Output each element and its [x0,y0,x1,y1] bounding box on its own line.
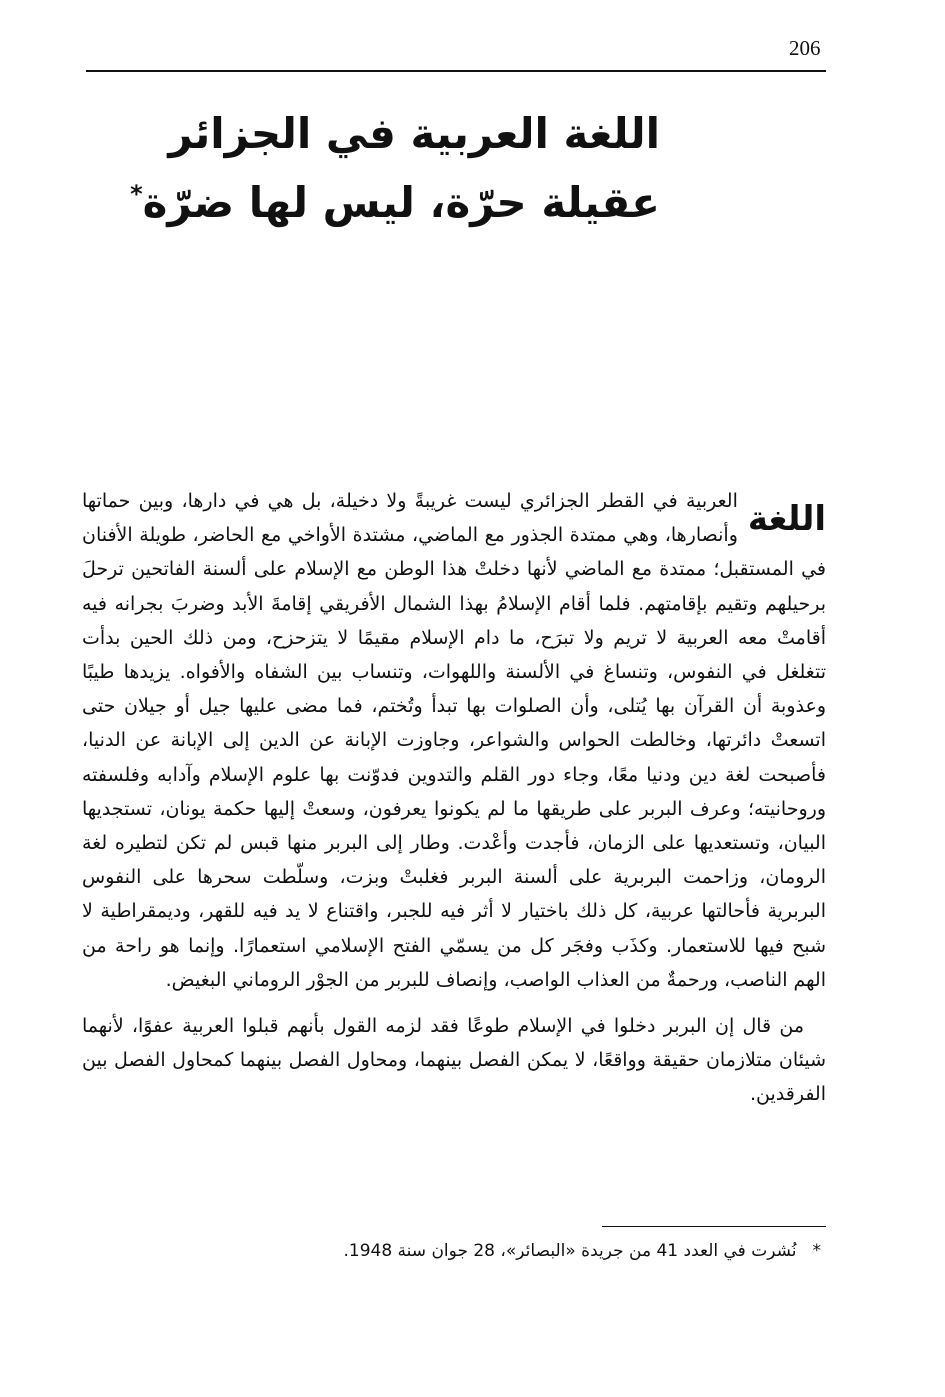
article-title [60,104,660,233]
article-body [82,484,826,1112]
footnote-mark: * [812,1241,821,1261]
title-line-1: اللغة العربية في الجزائر [168,109,660,158]
title-line-2-text: عقيلة حرّة، ليس لها ضرّة [142,178,660,227]
drop-word: اللغة [747,499,826,539]
title-footnote-mark: * [130,180,143,208]
footnote-text: نُشرت في العدد 41 من جريدة «البصائر»، 28 جوان سنة 1948. [343,1241,797,1261]
footnote-rule [602,1226,826,1227]
paragraph-2: من قال إن البربر دخلوا في الإسلام طوعًا فقد لزمه القول بأنهم قبلوا العربية عفوًا، لأنهما شيئان متلازمان حقيقة وواقعًا، لا يمكن الفصل بينهما، ومحاول الفصل بينهما كمحاول الفصل بين الفرقدين. [82,1015,826,1106]
title-line-2 [60,164,660,233]
header-rule [86,70,826,72]
footnote [261,1236,821,1266]
paragraph-1: العربية في القطر الجزائري ليست غريبةً ولا دخيلة، بل هي في دارها، وبين حماتها وأنصارها، وهي ممتدة الجذور مع الماضي، مشتدة الأواخي مع الحاضر، طويلة الأفنان في المستقبل؛ ممتدة مع الماضي لأنها دخلتْ هذا الوطن مع الإسلام على ألسنة الفاتحين ترحلَ برحيلهم وتقيم بإقامتهم. فلما أقام الإسلامُ بهذا الشمال الأفريقي إقامةَ الأبد وضربَ بجرانه فيه أقامتْ معه العربية لا تريم ولا تبرَح، ما دام الإسلام مقيمًا لا يتزحزح، ومن ذلك الحين بدأت تتغلغل في النفوس، وتنساغ في الألسنة واللهوات، وتنساب بين الشفاه والأفواه. يزيدها طيبًا وعذوبة أن القرآن بها يُتلى، وأن الصلوات بها تبدأ وتُختم، فما مضى عليها جيل أو جيلان حتى اتسعتْ دائرتها، وخالطت الحواس والشواعر، وجاوزت الإبانة عن الدين إلى الإبانة عن الدنيا، فأصبحت لغة دين ودنيا معًا، وجاء دور القلم والتدوين فدوّنت بها علوم الإسلام وآدابه وفلسفته وروحانيته؛ وعرف البربر على طريقها ما لم يكونوا يعرفون، وسعتْ إليها حكمة يونان، تستجديها البيان، وتستعديها على الزمان، فأجدت وأعْدت. وطار إلى البربر منها قبس لم تكن لتطيره لغة الرومان، وزاحمت البربرية على ألسنة البربر فغلبتْ وبزت، وسلّطت سحرها على النفوس البربرية فأحالتها عربية، كل ذلك باختيار لا أثر فيه للجبر، واقتناع لا يد فيه للقهر، وديمقراطية لا شبح فيها للاستعمار. وكذَب وفجَر كل من يسمّي الفتح الإسلامي استعمارًا. وإنما هو راحة من الهم الناصب، ورحمةٌ من العذاب الواصب، وإنصاف للبربر من الجوْر الروماني البغيض. [82,490,826,991]
page-number: 206 [789,36,821,60]
